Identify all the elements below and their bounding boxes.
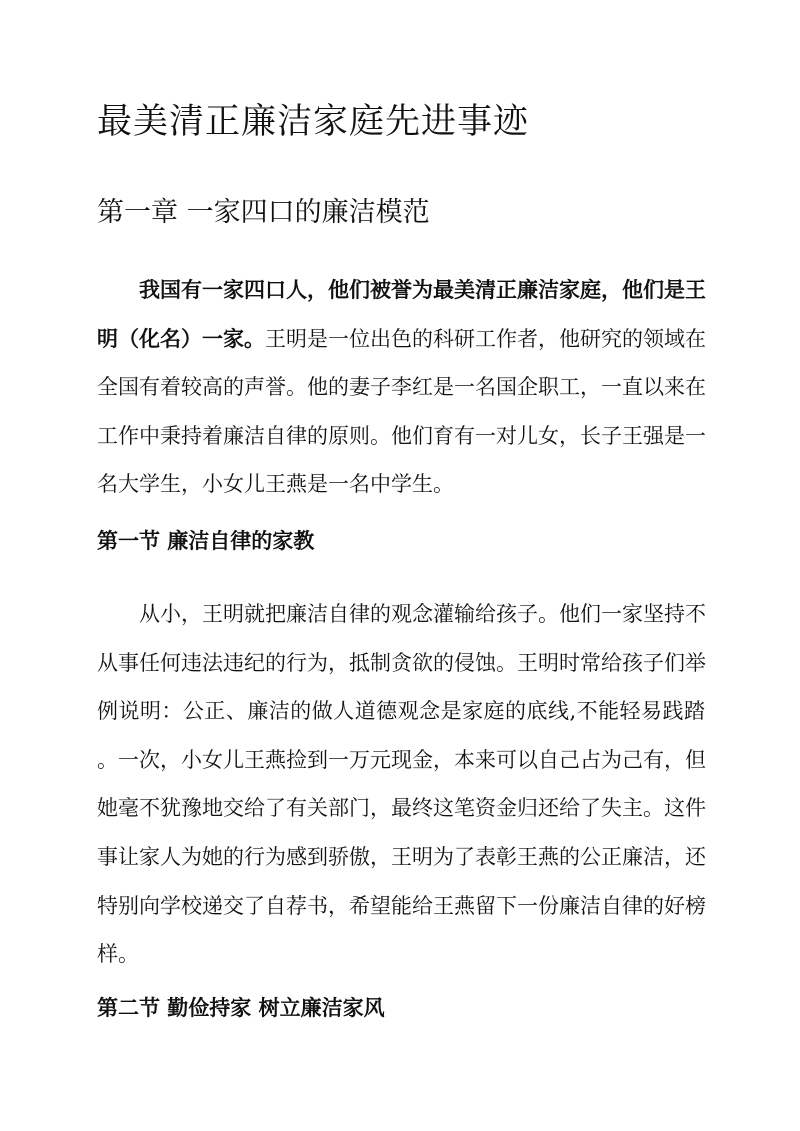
paragraph-line: 从小，王明就把廉洁自律的观念灌输给孩子。他们一家坚持不 <box>139 602 706 626</box>
section-heading-2: 第二节 勤俭持家 树立廉洁家风 <box>97 995 385 1020</box>
paragraph-line: 。一次，小女儿王燕捡到一万元现金，本来可以自己占为己有，但 <box>97 747 706 772</box>
document-title: 最美清正廉洁家庭先进事迹 <box>97 102 530 142</box>
paragraph-line: 工作中秉持着廉洁自律的原则。他们育有一对儿女，长子王强是一 <box>97 423 706 448</box>
paragraph-line: 事让家人为她的行为感到骄傲，王明为了表彰王燕的公正廉洁，还 <box>97 844 706 869</box>
line-text: 王明是一位出色的科研工作者，他研究的领域在 <box>265 326 706 351</box>
paragraph-line: 全国有着较高的声誉。他的妻子李红是一名国企职工，一直以来在 <box>97 375 706 400</box>
paragraph-family-education <box>97 590 705 979</box>
paragraph-line <box>97 315 705 364</box>
chapter-heading: 第一章 一家四口的廉洁模范 <box>97 197 430 228</box>
paragraph-line: 特别向学校递交了自荐书，希望能给王燕留下一份廉洁自律的好榜 <box>97 893 706 918</box>
paragraph-line: 样。 <box>97 942 139 967</box>
paragraph-line: 她毫不犹豫地交给了有关部门，最终这笔资金归还给了失主。这件 <box>97 796 706 821</box>
paragraph-line: 名大学生，小女儿王燕是一名中学生。 <box>97 472 454 497</box>
paragraph-line: 从事任何违法违纪的行为，抵制贪欲的侵蚀。王明时常给孩子们举 <box>97 650 706 675</box>
paragraph-line: 例说明：公正、廉洁的做人道德观念是家庭的底线,不能轻易践踏 <box>97 699 705 724</box>
section-heading-1: 第一节 廉洁自律的家教 <box>97 528 315 553</box>
bold-phrase: 明（化名）一家。 <box>97 325 265 351</box>
paragraph-line: 我国有一家四口人，他们被誉为最美清正廉洁家庭，他们是王 <box>139 277 706 302</box>
paragraph-family-intro <box>97 266 705 509</box>
